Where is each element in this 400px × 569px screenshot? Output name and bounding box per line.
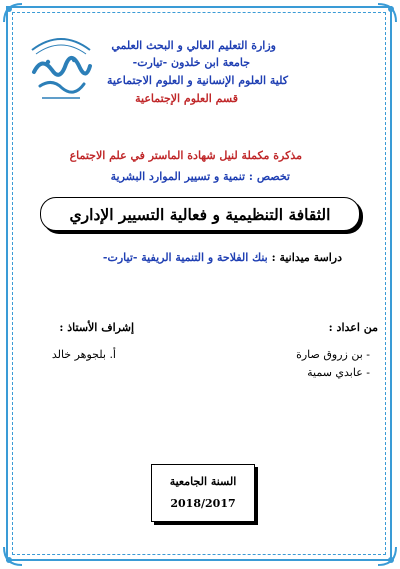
academic-year-box [151, 464, 255, 522]
author-name: - عابدي سمية [307, 366, 370, 379]
thesis-memo: مذكرة مكملة لنيل شهادة الماستر في علم الاجتماع [69, 149, 302, 162]
faculty-name: كلية العلوم الإنسانية و العلوم الاجتماعية [106, 74, 288, 87]
corner-ornament-icon [376, 545, 398, 567]
corner-ornament-icon [2, 2, 24, 24]
department-name: قسم العلوم الإجتماعية [135, 92, 238, 105]
field-study [103, 251, 342, 264]
academic-year-label: السنة الجامعية [169, 475, 237, 488]
university-name: جامعة ابن خلدون -تيارت- [132, 56, 250, 69]
corner-ornament-icon [376, 2, 398, 24]
field-study-place: بنك الفلاحة و التنمية الريفية -تيارت- [102, 251, 272, 264]
university-logo-icon [22, 20, 100, 110]
authors-label: من اعداد : [328, 321, 378, 334]
thesis-specialty: تخصص : تنمية و تسيير الموارد البشرية [110, 170, 290, 183]
corner-ornament-icon [2, 545, 24, 567]
thesis-title-box [40, 197, 360, 231]
thesis-title: الثقافة التنظيمية و فعالية التسيير الإداري [69, 204, 331, 224]
supervisor-name: أ. بلجوهر خالد [51, 348, 116, 361]
supervisor-label: إشراف الأستاذ : [59, 321, 134, 334]
academic-year-value: 2018/2017 [170, 497, 236, 510]
author-name: - بن زروق صارة [296, 348, 370, 361]
field-study-lead: دراسة ميدانية : [271, 251, 342, 264]
ministry-name: وزارة التعليم العالي و البحث العلمي [111, 39, 276, 52]
